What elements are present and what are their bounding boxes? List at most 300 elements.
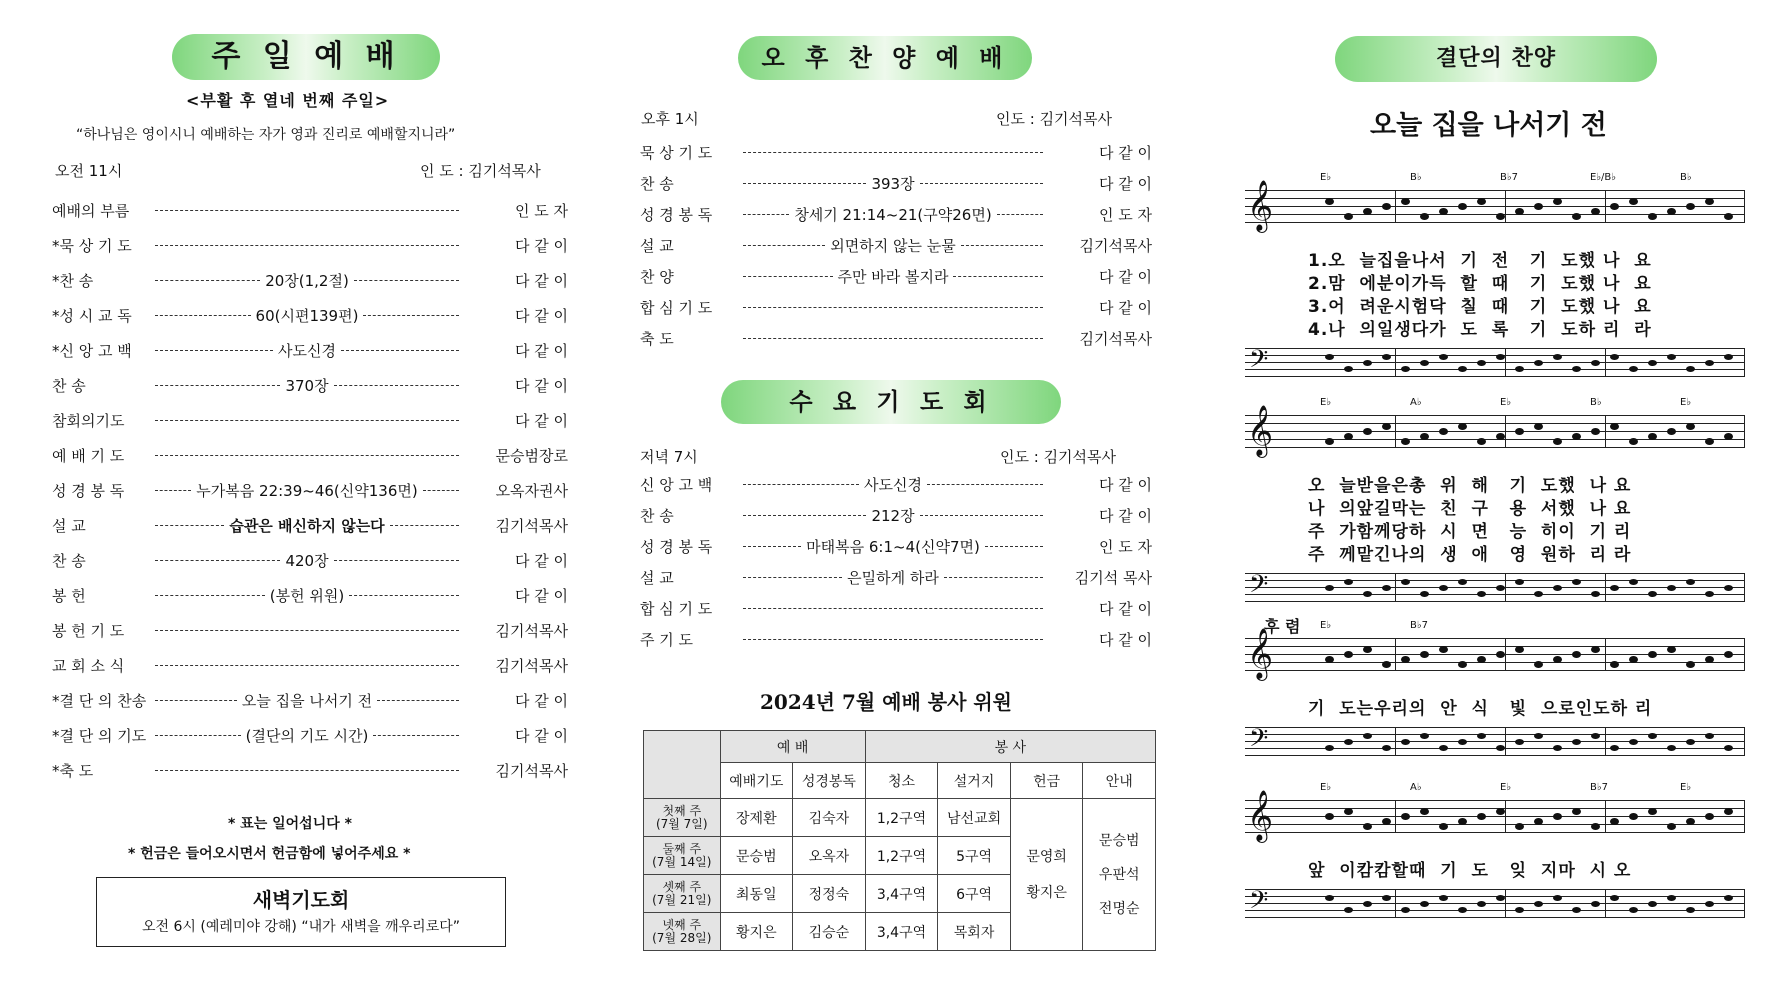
chord-symbol: B♭7: [1410, 620, 1428, 631]
order-item-detail: 212장: [871, 507, 915, 525]
order-item-label: 찬 양: [640, 268, 674, 286]
note-head: [1724, 213, 1733, 220]
schedule-offering: [1010, 799, 1083, 951]
note-head: [1648, 433, 1657, 440]
note-head: [1610, 203, 1619, 210]
staff-line: [1245, 423, 1745, 424]
schedule-week: [644, 799, 721, 837]
note-head: [1382, 423, 1391, 430]
order-item-detail: 누가복음 22:39~46(신약136면): [196, 482, 418, 500]
order-item: [640, 297, 1152, 318]
note-head: [1648, 808, 1657, 815]
bar-line: [1744, 348, 1745, 376]
chord-symbol: B♭: [1410, 172, 1422, 183]
bar-line: [1505, 190, 1506, 222]
note-head: [1477, 591, 1486, 597]
note-head: [1401, 579, 1410, 585]
leader-dots: [743, 577, 842, 578]
schedule-cell: 5구역: [938, 837, 1011, 875]
schedule-corner: [644, 731, 721, 799]
order-item: [52, 340, 568, 361]
order-item: [52, 305, 568, 326]
note-head: [1420, 591, 1429, 597]
order-item-person: 다 같 이: [1098, 175, 1152, 193]
note-head: [1496, 433, 1505, 440]
note-head: [1344, 433, 1353, 440]
leader-dots: [341, 350, 459, 351]
staff-line: [1245, 601, 1745, 602]
note-head: [1420, 433, 1429, 440]
sunday-worship-title: 주 일 예 배: [172, 34, 440, 80]
note-head: [1496, 808, 1505, 815]
schedule-cell: 6구역: [938, 875, 1011, 913]
note-head: [1325, 585, 1334, 591]
treble-clef-icon: 𝄞: [1247, 628, 1274, 679]
staff-line: [1245, 727, 1745, 728]
order-item-label: 봉 헌 기 도: [52, 622, 125, 640]
bar-line: [1395, 415, 1396, 447]
note-head: [1363, 823, 1372, 830]
note-head: [1610, 818, 1619, 825]
wednesday-leader: 인도 : 김기석목사: [1000, 448, 1117, 466]
note-head: [1439, 585, 1448, 591]
leader-dots: [334, 560, 459, 561]
order-item-label: *묵 상 기 도: [52, 237, 132, 255]
note-head: [1344, 739, 1353, 745]
order-item-detail: 습관은 배신하지 않는다: [229, 517, 385, 535]
staff-line: [1245, 594, 1745, 595]
note-head: [1724, 585, 1733, 591]
order-item-person: 김기석목사: [495, 517, 569, 535]
schedule-header: 청소: [865, 763, 938, 799]
leader-dots: [423, 490, 459, 491]
chord-symbol: E♭: [1500, 397, 1512, 408]
chord-symbol: B♭7: [1590, 782, 1608, 793]
bar-line: [1605, 727, 1606, 755]
order-item: [52, 200, 568, 221]
note-head: [1382, 895, 1391, 901]
note-head: [1477, 198, 1486, 205]
leader-dots: [927, 484, 1043, 485]
leader-dots: [743, 639, 1043, 640]
note-head: [1667, 823, 1676, 830]
order-item-label: 성 경 봉 독: [640, 538, 713, 556]
leader-dots: [920, 183, 1043, 184]
song-title: 오늘 집을 나서기 전: [1370, 110, 1607, 141]
note-head: [1553, 198, 1562, 205]
note-head: [1667, 895, 1676, 901]
order-item-label: 성 경 봉 독: [52, 482, 125, 500]
note-head: [1572, 579, 1581, 585]
afternoon-time: 오후 1시: [641, 110, 699, 128]
order-item-person: 다 같 이: [514, 237, 568, 255]
chord-symbol: B♭7: [1500, 172, 1518, 183]
note-head: [1648, 733, 1657, 739]
note-head: [1648, 213, 1657, 220]
leader-dots: [743, 214, 789, 215]
note-head: [1344, 366, 1353, 372]
schedule-usher-name: 우판석: [1098, 866, 1140, 883]
note-head: [1629, 438, 1638, 445]
order-item-label: 찬 송: [52, 552, 86, 570]
note-head: [1610, 661, 1619, 668]
note-head: [1724, 808, 1733, 815]
order-item: [52, 550, 568, 571]
schedule-group-worship: 예 배: [720, 731, 865, 763]
note-head: [1629, 739, 1638, 745]
note-head: [1667, 745, 1676, 751]
note-head: [1515, 208, 1524, 215]
bar-line: [1505, 889, 1506, 917]
schedule-title: 2024년 7월 예배 봉사 위원: [760, 690, 1012, 714]
order-item: [52, 620, 568, 641]
note-head: [1610, 423, 1619, 430]
order-item: [640, 598, 1152, 619]
order-item-label: *축 도: [52, 762, 94, 780]
chord-symbol: A♭: [1410, 397, 1422, 408]
note-head: [1724, 651, 1733, 658]
note-head: [1629, 579, 1638, 585]
bass-clef-icon: 𝄢: [1249, 570, 1269, 605]
note-head: [1382, 745, 1391, 751]
order-item-person: 다 같 이: [514, 307, 568, 325]
order-item-label: 찬 송: [640, 507, 674, 525]
staff-line: [1245, 376, 1745, 377]
note-head: [1401, 656, 1410, 663]
note-head: [1705, 656, 1714, 663]
leader-dots: [743, 484, 859, 485]
bass-staff: [1245, 886, 1745, 925]
note-head: [1420, 360, 1429, 366]
order-item-label: 교 회 소 식: [52, 657, 125, 675]
note-head: [1553, 354, 1562, 360]
order-item-person: 다 같 이: [1098, 144, 1152, 162]
order-item: [52, 585, 568, 606]
schedule-week-date: (7월 21일): [652, 892, 712, 907]
note-head: [1401, 907, 1410, 913]
note-head: [1401, 438, 1410, 445]
bar-line: [1395, 638, 1396, 670]
order-item-person: 다 같 이: [514, 342, 568, 360]
note-head: [1477, 901, 1486, 907]
order-item: [640, 629, 1152, 650]
note-head: [1686, 366, 1695, 372]
staff-line: [1245, 206, 1745, 207]
treble-clef-icon: 𝄞: [1247, 405, 1274, 456]
bar-line: [1395, 573, 1396, 601]
leader-dots: [743, 338, 1043, 339]
leader-dots: [155, 420, 459, 421]
leader-dots: [155, 455, 459, 456]
chord-symbol: E♭: [1320, 397, 1332, 408]
order-item: [52, 410, 568, 431]
note-head: [1591, 733, 1600, 739]
bass-staff: [1245, 570, 1745, 609]
staff-line: [1245, 362, 1745, 363]
note-head: [1458, 739, 1467, 745]
bass-clef-icon: 𝄢: [1249, 724, 1269, 759]
order-item: [640, 474, 1152, 495]
order-item-detail: 창세기 21:14~21(구약26면): [794, 206, 992, 224]
note-head: [1401, 739, 1410, 745]
note-head: [1686, 739, 1695, 745]
note-head: [1705, 901, 1714, 907]
note-head: [1724, 745, 1733, 751]
order-item: [640, 204, 1152, 225]
sunday-leader: 인 도 : 김기석목사: [420, 162, 541, 180]
staff-line: [1245, 910, 1745, 911]
order-item-detail: 은밀하게 하라: [847, 569, 939, 587]
order-item-person: 다 같 이: [515, 727, 569, 745]
note-head: [1496, 651, 1505, 658]
note-head: [1363, 646, 1372, 653]
note-head: [1610, 745, 1619, 751]
bass-clef-icon: 𝄢: [1249, 886, 1269, 921]
note-head: [1477, 733, 1486, 739]
note-head: [1496, 895, 1505, 901]
note-head: [1420, 651, 1429, 658]
bass-clef-icon: 𝄢: [1249, 345, 1269, 380]
note-head: [1420, 901, 1429, 907]
note-head: [1477, 360, 1486, 366]
order-item-person: 다 같 이: [515, 692, 569, 710]
bar-line: [1395, 348, 1396, 376]
staff-line: [1245, 734, 1745, 735]
note-head: [1439, 745, 1448, 751]
schedule-week: [644, 837, 721, 875]
note-head: [1667, 208, 1676, 215]
note-head: [1363, 733, 1372, 739]
note-head: [1591, 360, 1600, 366]
note-head: [1458, 203, 1467, 210]
bass-staff: [1245, 345, 1745, 384]
lyric-line: 주 가함께당하 시 면 능 히이 기 리: [1308, 522, 1632, 542]
leader-dots: [377, 700, 459, 701]
note-head: [1629, 907, 1638, 913]
note-head: [1572, 433, 1581, 440]
leader-dots: [743, 608, 1043, 609]
staff-line: [1245, 447, 1745, 448]
order-item-person: 인 도 자: [1099, 538, 1153, 556]
staff-line: [1245, 348, 1745, 349]
leader-dots: [155, 665, 459, 666]
note-head: [1705, 591, 1714, 597]
order-item-detail: 외면하지 않는 눈물: [830, 237, 956, 255]
leader-dots: [349, 595, 459, 596]
note-head: [1515, 428, 1524, 435]
order-item-label: 합 심 기 도: [640, 600, 713, 618]
order-item-label: *성 시 교 독: [52, 307, 132, 325]
note-head: [1420, 213, 1429, 220]
leader-dots: [155, 210, 459, 211]
note-head: [1458, 818, 1467, 825]
note-head: [1705, 813, 1714, 820]
lyric-line: 3.어 려운시험닥 칠 때 기 도했 나 요: [1308, 297, 1652, 317]
note-head: [1534, 901, 1543, 907]
schedule-header: 설거지: [938, 763, 1011, 799]
staff-line: [1245, 889, 1745, 890]
chord-symbol: E♭: [1680, 397, 1692, 408]
bar-line: [1395, 190, 1396, 222]
leader-dots: [155, 735, 241, 736]
staff-system: [1245, 628, 1745, 679]
bar-line: [1505, 727, 1506, 755]
note-head: [1420, 733, 1429, 739]
order-item: [52, 445, 568, 466]
schedule-cell: 김숙자: [793, 799, 866, 837]
note-head: [1534, 733, 1543, 739]
note-head: [1572, 213, 1581, 220]
staff-line: [1245, 800, 1745, 801]
order-item: [52, 760, 568, 781]
bar-line: [1605, 638, 1606, 670]
leader-dots: [953, 276, 1043, 277]
staff-line: [1245, 369, 1745, 370]
order-item-detail: 마태복음 6:1~4(신약7면): [806, 538, 980, 556]
order-item: [52, 655, 568, 676]
note-head: [1325, 813, 1334, 820]
sunday-verse: “하나님은 영이시니 예배하는 자가 영과 진리로 예배할지니라”: [76, 127, 456, 143]
leader-dots: [944, 577, 1043, 578]
schedule-cell: 문승범: [720, 837, 793, 875]
order-item-detail: 오늘 집을 나서기 전: [241, 692, 373, 710]
bar-line: [1395, 727, 1396, 755]
note-head: [1515, 907, 1524, 913]
order-item-person: 인 도 자: [1099, 206, 1153, 224]
leader-dots: [920, 515, 1043, 516]
note-head: [1420, 808, 1429, 815]
staff-line: [1245, 741, 1745, 742]
staff-line: [1245, 755, 1745, 756]
schedule-offering-name: 황지은: [1026, 884, 1067, 901]
note-head: [1629, 366, 1638, 372]
note-head: [1363, 901, 1372, 907]
note-head: [1724, 433, 1733, 440]
schedule-header: 예배기도: [720, 763, 793, 799]
note-head: [1629, 198, 1638, 205]
note-head: [1591, 208, 1600, 215]
order-item-detail: 420장: [285, 552, 329, 570]
bar-line: [1744, 800, 1745, 832]
schedule-week-label: 넷째 주: [662, 917, 702, 932]
afternoon-leader: 인도 : 김기석목사: [996, 110, 1113, 128]
staff-line: [1245, 638, 1745, 639]
staff-line: [1245, 808, 1745, 809]
schedule-group-service: 봉 사: [865, 731, 1155, 763]
order-item-label: 봉 헌: [52, 587, 86, 605]
chord-symbol: E♭/B♭: [1590, 172, 1616, 183]
leader-dots: [743, 546, 801, 547]
order-item: [640, 266, 1152, 287]
order-item-person: 다 같 이: [514, 552, 568, 570]
note-head: [1591, 591, 1600, 597]
order-item-person: 다 같 이: [514, 412, 568, 430]
note-head: [1591, 901, 1600, 907]
leader-dots: [155, 700, 237, 701]
leader-dots: [155, 560, 280, 561]
chord-symbol: E♭: [1320, 172, 1332, 183]
order-item-person: 다 같 이: [1098, 268, 1152, 286]
note-head: [1553, 585, 1562, 591]
note-head: [1724, 354, 1733, 360]
order-item-label: *찬 송: [52, 272, 94, 290]
order-item: [640, 328, 1152, 349]
order-item: [640, 567, 1152, 588]
chord-symbol: E♭: [1500, 782, 1512, 793]
bar-line: [1744, 415, 1745, 447]
order-item-person: 다 같 이: [514, 587, 568, 605]
leader-dots: [743, 276, 833, 277]
order-item-person: 문승범장로: [495, 447, 568, 465]
order-item-label: *결 단 의 찬송: [52, 692, 147, 710]
note-head: [1667, 428, 1676, 435]
note-head: [1382, 354, 1391, 360]
offering-note: * 헌금은 들어오시면서 헌금함에 넣어주세요 *: [128, 846, 411, 862]
leader-dots: [997, 214, 1043, 215]
leader-dots: [155, 385, 280, 386]
order-item-person: 김기석목사: [1079, 237, 1152, 255]
leader-dots: [155, 630, 459, 631]
schedule-header: 성경봉독: [793, 763, 866, 799]
note-head: [1686, 661, 1695, 668]
order-item-label: 설 교: [640, 569, 674, 587]
note-head: [1686, 907, 1695, 913]
schedule-week: [644, 875, 721, 913]
lyric-line: 2.맘 에분이가득 할 때 기 도했 나 요: [1308, 274, 1652, 294]
note-head: [1515, 823, 1524, 830]
order-item-detail: 370장: [285, 377, 329, 395]
note-head: [1648, 651, 1657, 658]
leader-dots: [155, 245, 459, 246]
bar-line: [1395, 800, 1396, 832]
order-item-person: 다 같 이: [1098, 476, 1152, 494]
order-item-person: 김기석목사: [495, 657, 568, 675]
lyric-line: 4.나 의일생다가 도 록 기 도하 리 라: [1308, 320, 1652, 340]
staff-line: [1245, 816, 1745, 817]
note-head: [1667, 354, 1676, 360]
bar-line: [1605, 190, 1606, 222]
note-head: [1591, 428, 1600, 435]
note-head: [1572, 366, 1581, 372]
staff-line: [1245, 580, 1745, 581]
note-head: [1325, 354, 1334, 360]
note-head: [1572, 808, 1581, 815]
note-head: [1325, 438, 1334, 445]
leader-dots: [743, 183, 866, 184]
order-item-label: *결 단 의 기도: [52, 727, 147, 745]
note-head: [1344, 213, 1353, 220]
order-item-label: 설 교: [640, 237, 674, 255]
bar-line: [1505, 573, 1506, 601]
dawn-prayer-detail: 오전 6시 (예레미야 강해) “내가 새벽을 깨우리로다”: [142, 919, 460, 935]
wednesday-prayer-title: 수 요 기 도 회: [721, 380, 1061, 424]
order-item-detail: (결단의 기도 시간): [245, 727, 369, 745]
sunday-time: 오전 11시: [55, 162, 123, 180]
schedule-cell: 정정숙: [793, 875, 866, 913]
bar-line: [1744, 727, 1745, 755]
note-head: [1686, 579, 1695, 585]
note-head: [1610, 895, 1619, 901]
bar-line: [1605, 348, 1606, 376]
note-head: [1553, 813, 1562, 820]
note-head: [1363, 208, 1372, 215]
order-item: [640, 173, 1152, 194]
note-head: [1705, 733, 1714, 739]
note-head: [1553, 656, 1562, 663]
note-head: [1534, 360, 1543, 366]
note-head: [1534, 661, 1543, 668]
order-item: [52, 270, 568, 291]
